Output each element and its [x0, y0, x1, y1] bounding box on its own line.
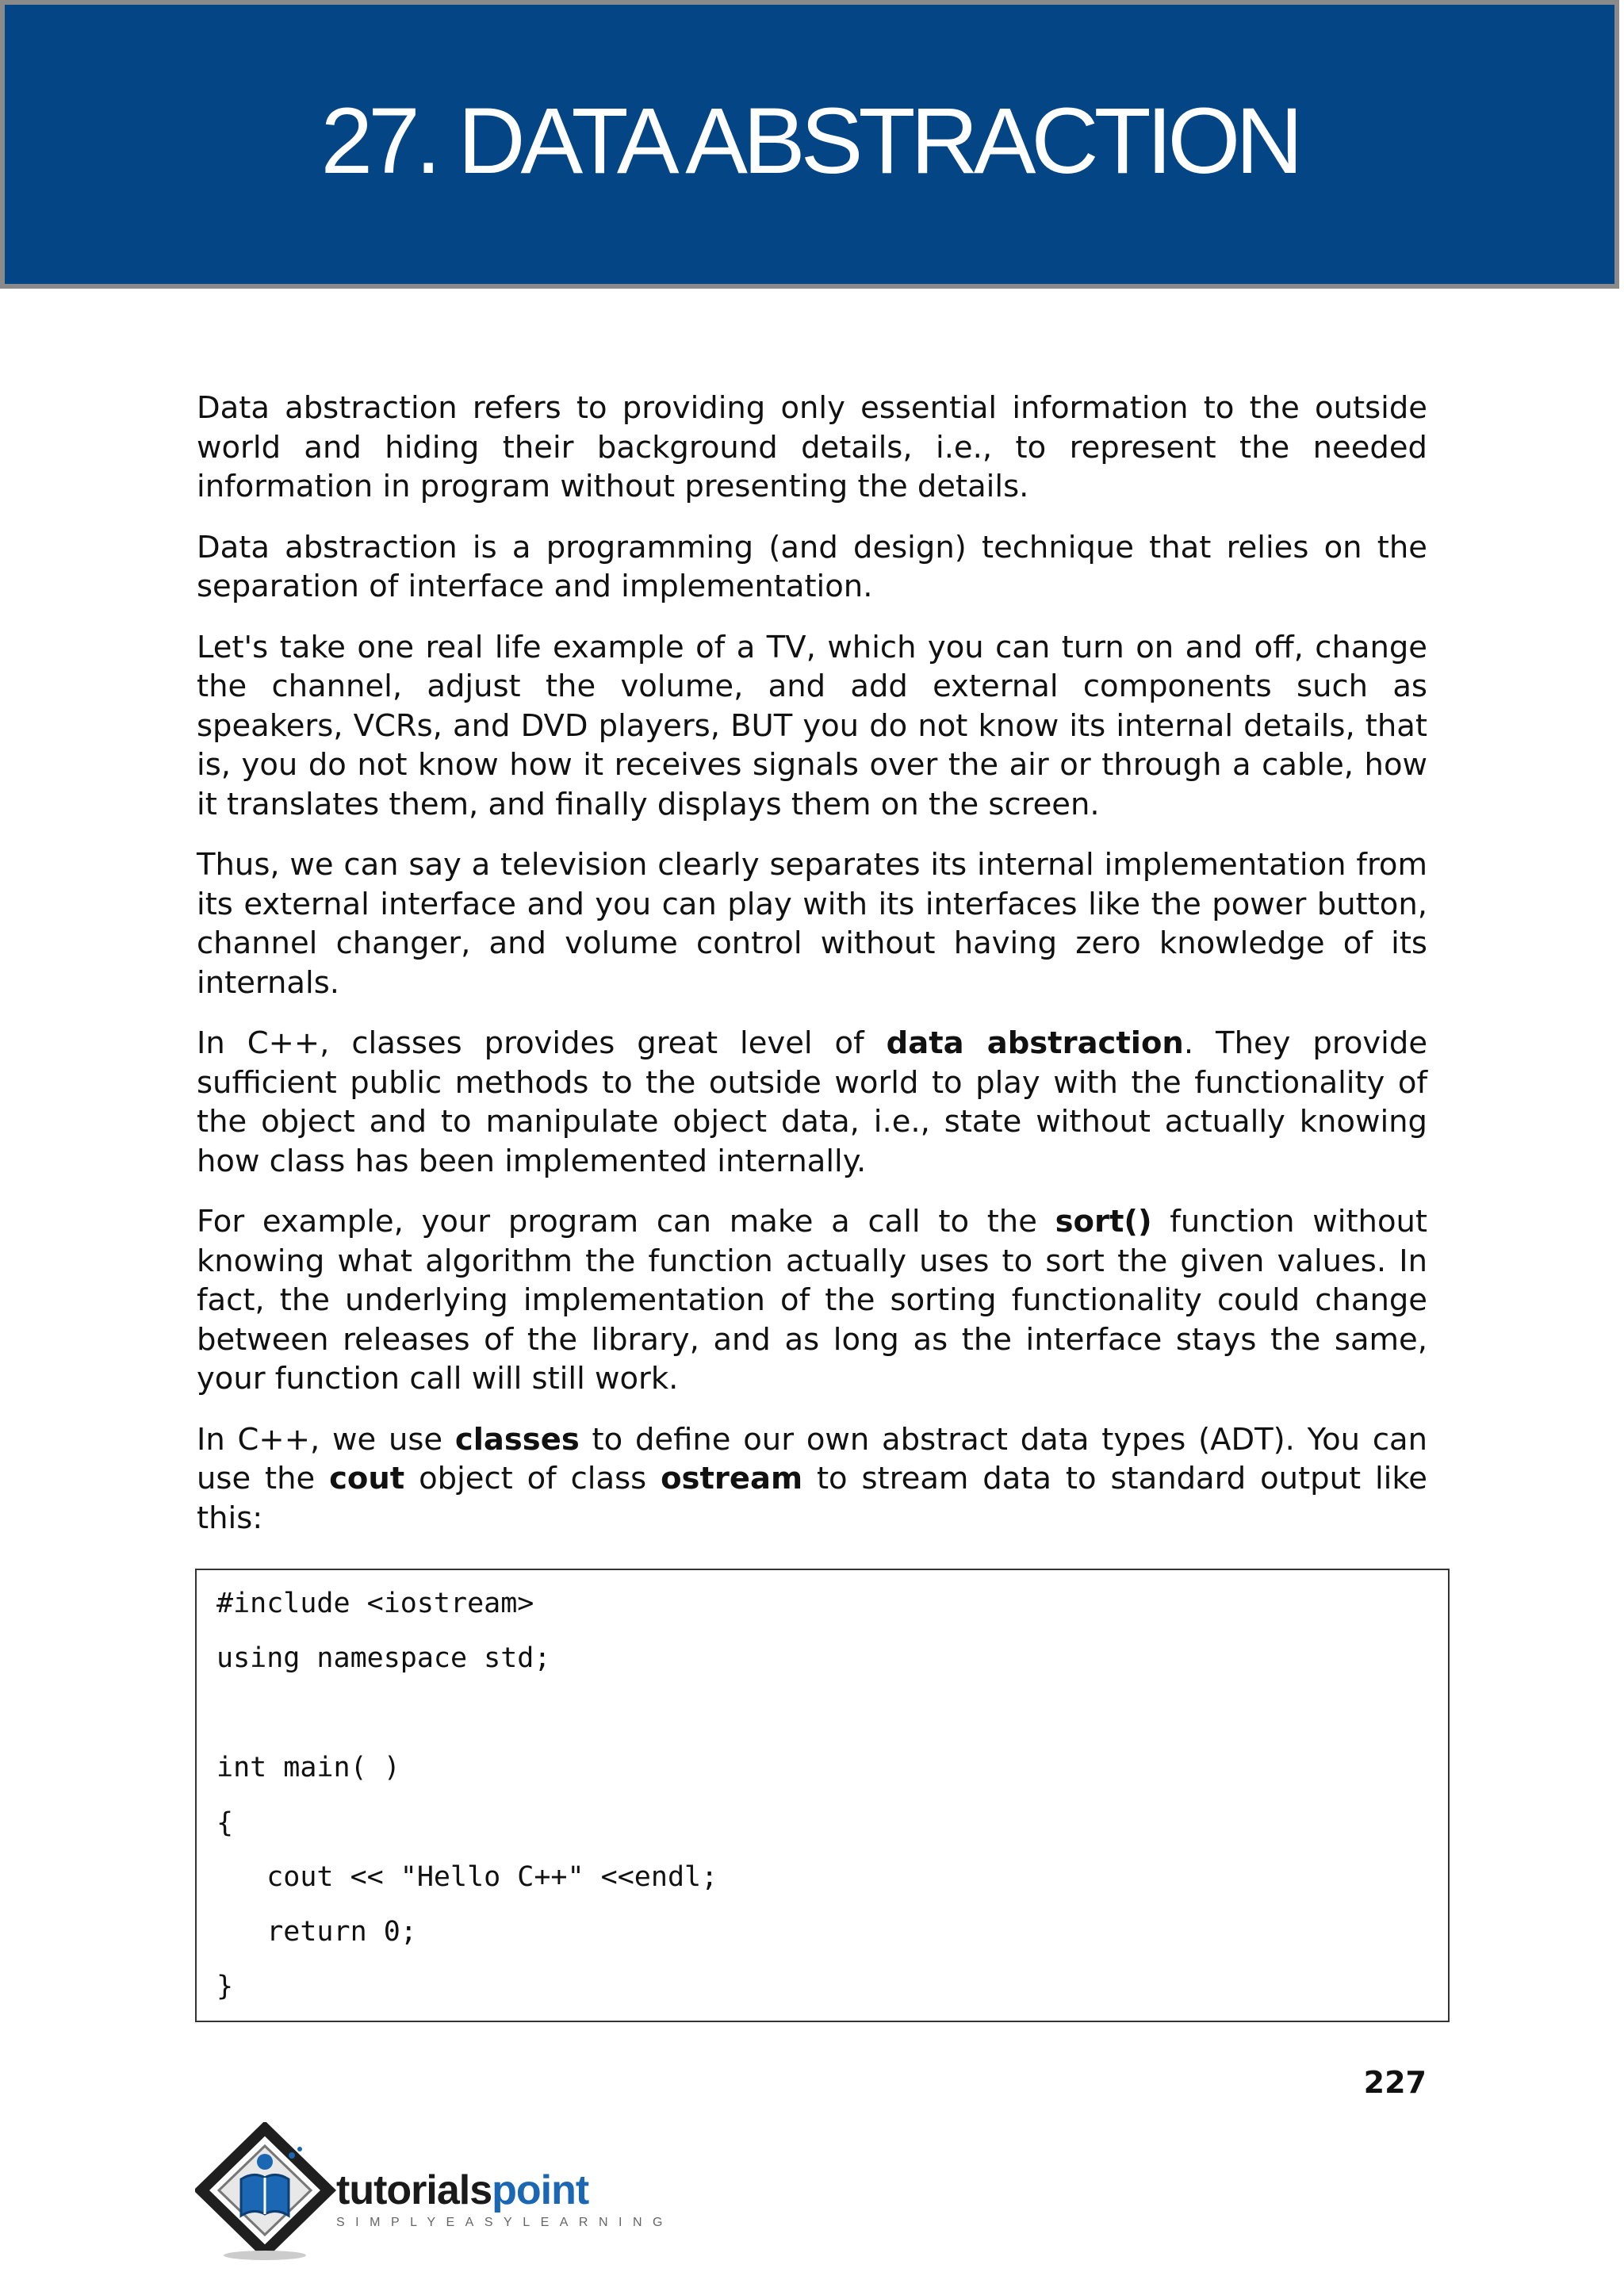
code-line: { [216, 1807, 234, 1839]
paragraph-text: Thus, we can say a television clearly separates its internal implementation from its external interface and you can play with its interfaces like the power button, channel changer, and volume control without having zero knowledge of its internals. [197, 847, 1427, 1001]
code-line: cout << "Hello C++" <<endl; [216, 1861, 718, 1893]
logo-wordmark [336, 2167, 588, 2214]
paragraph [197, 628, 1427, 825]
bold-term: data abstraction [886, 1025, 1184, 1061]
bold-term: classes [454, 1421, 580, 1458]
paragraph-text: In C++, classes provides great level of [197, 1025, 887, 1061]
paragraph [197, 1202, 1427, 1399]
paragraph-text: to stream data to standard output like this: [197, 1461, 1427, 1536]
paragraph-text: object of class [404, 1461, 661, 1496]
code-block [195, 1569, 1450, 2022]
paragraph-text: In C++, we use [197, 1421, 455, 1458]
code-line: int main( ) [216, 1752, 400, 1784]
paragraph-text: function without knowing what algorithm the function actually uses to sort the given values. In fact, the underlying implementation of the sorting functionality could change between releases of the library, and as long as the interface stays the same, your function call will still work. [197, 1204, 1427, 1397]
paragraph [197, 1024, 1427, 1181]
paragraph-text: . They provide sufficient public methods to the outside world to play with the functionality of the object and to manipulate object data, i.e., state without actually knowing how class has been implemented internally. [197, 1025, 1428, 1179]
code-line: #include <iostream> [216, 1588, 534, 1619]
paragraph-text: For example, your program can make a call to the [197, 1204, 1055, 1239]
logo-tagline: SIMPLYEASYLEARNING [336, 2216, 673, 2229]
paragraph [197, 1420, 1427, 1538]
paragraph [197, 845, 1427, 1002]
paragraph [197, 389, 1427, 507]
body-text [197, 389, 1427, 1559]
tutorialspoint-logo [195, 2122, 687, 2265]
paragraph [197, 528, 1427, 607]
logo-wordmark-accent: point [492, 2167, 589, 2213]
code-line: } [216, 1971, 234, 2002]
chapter-header [0, 0, 1619, 289]
paragraph-text: Data abstraction refers to providing only essential information to the outside world and hiding their background details, i.e., to represent the needed information in program without presenting the details. [197, 390, 1427, 504]
paragraph-text: Data abstraction is a programming (and design) technique that relies on the separation of interface and implementation. [197, 529, 1427, 604]
page-number: 227 [1363, 2065, 1427, 2100]
bold-term: sort() [1055, 1204, 1152, 1239]
diamond-book-logo-icon [195, 2122, 346, 2265]
chapter-title: 27. DATA ABSTRACTION [320, 89, 1299, 193]
paragraph-text: to define our own abstract data types (ADT). You can use the [197, 1421, 1427, 1496]
bold-term: cout [329, 1461, 405, 1496]
bold-term: ostream [661, 1461, 803, 1496]
paragraph-text: Let's take one real life example of a TV, which you can turn on and off, change the channel, adjust the volume, and add external components such as speakers, VCRs, and DVD players, BUT you do not know its internal details, that is, you do not know how it receives signals over the air or through a cable, how it translates them, and finally displays them on the screen. [197, 629, 1427, 822]
logo-wordmark-main: tutorials [336, 2167, 492, 2213]
code-line: using namespace std; [216, 1642, 551, 1674]
code-line: return 0; [216, 1916, 417, 1948]
